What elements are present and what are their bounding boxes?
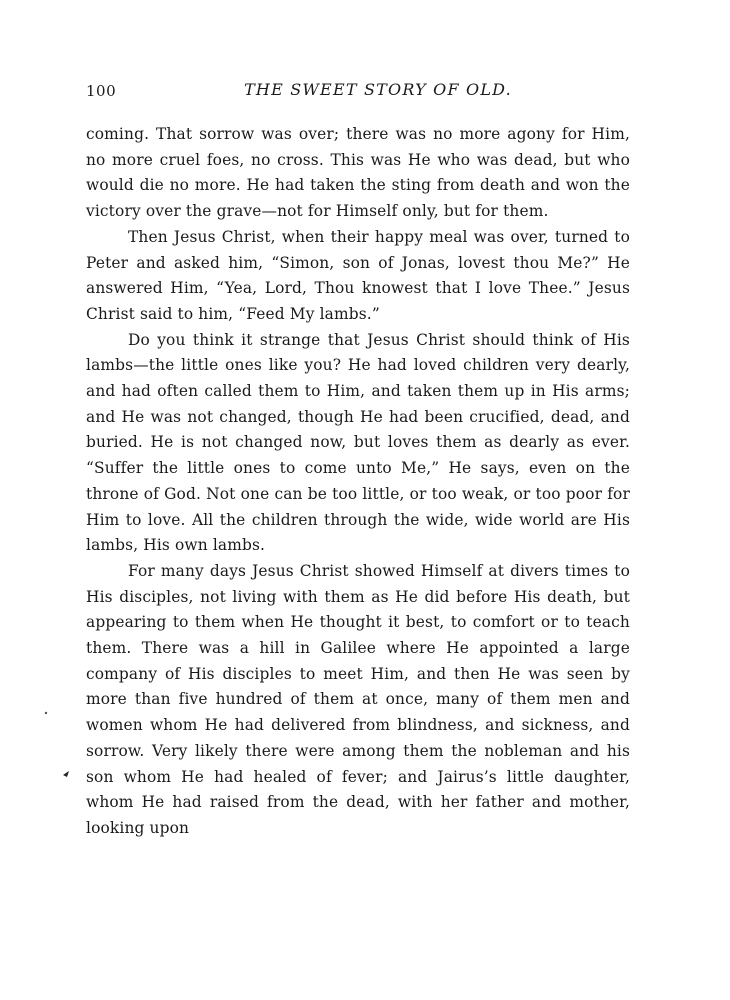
page-number: 100 [86,82,117,100]
paragraph-continuation: coming. That sorrow was over; there was no more agony for Him, no more cruel foes, no cross. This was He who was dead, but who would die no more. He had taken the sting from death and won the victory over the grave—not for Himself only, but for them. [86,125,630,221]
paragraph: Then Jesus Christ, when their happy meal was over, turned to Peter and asked him, “Simon, son of Jonas, lovest thou Me?” He answered Him, “Yea, Lord, Thou knowest that I love Thee.” Jesus Christ said to him, “Feed My lambs.” [86,227,630,323]
ink-mark [63,771,69,777]
running-title: THE SWEET STORY OF OLD. [244,80,512,99]
paragraph: Do you think it strange that Jesus Christ should think of His lambs—the little ones like you? He had loved children very dearly, and had often called them to Him, and taken them up in His arms; and He was not changed, though He had been crucified, dead, and buried. He is not changed now, but loves them as dearly as ever. “Suffer the little ones to come unto Me,” He says, even on the throne of God. Not one can be too little, or too weak, or too poor for Him to love. All the children through the wide, wide world are His lambs, His own lambs. [86,330,630,555]
paragraph: For many days Jesus Christ showed Himself at divers times to His disciples, not living with them as He did before His death, but appearing to them when He thought it best, to comfort or to teach them. There was a hill in Galilee where He appointed a large company of His disciples to meet Him, and then He was seen by more than five hundred of them at once, many of them men and women whom He had delivered from blindness, and sickness, and sorrow. Very likely there were among them the nobleman and his son whom He had healed of fever; and Jairus’s little daughter, whom He had raised from the dead, with her father and mother, looking upon [86,561,630,837]
running-head [86,78,630,112]
book-page [86,78,630,842]
ink-speck [45,712,47,714]
body-text [86,122,630,842]
